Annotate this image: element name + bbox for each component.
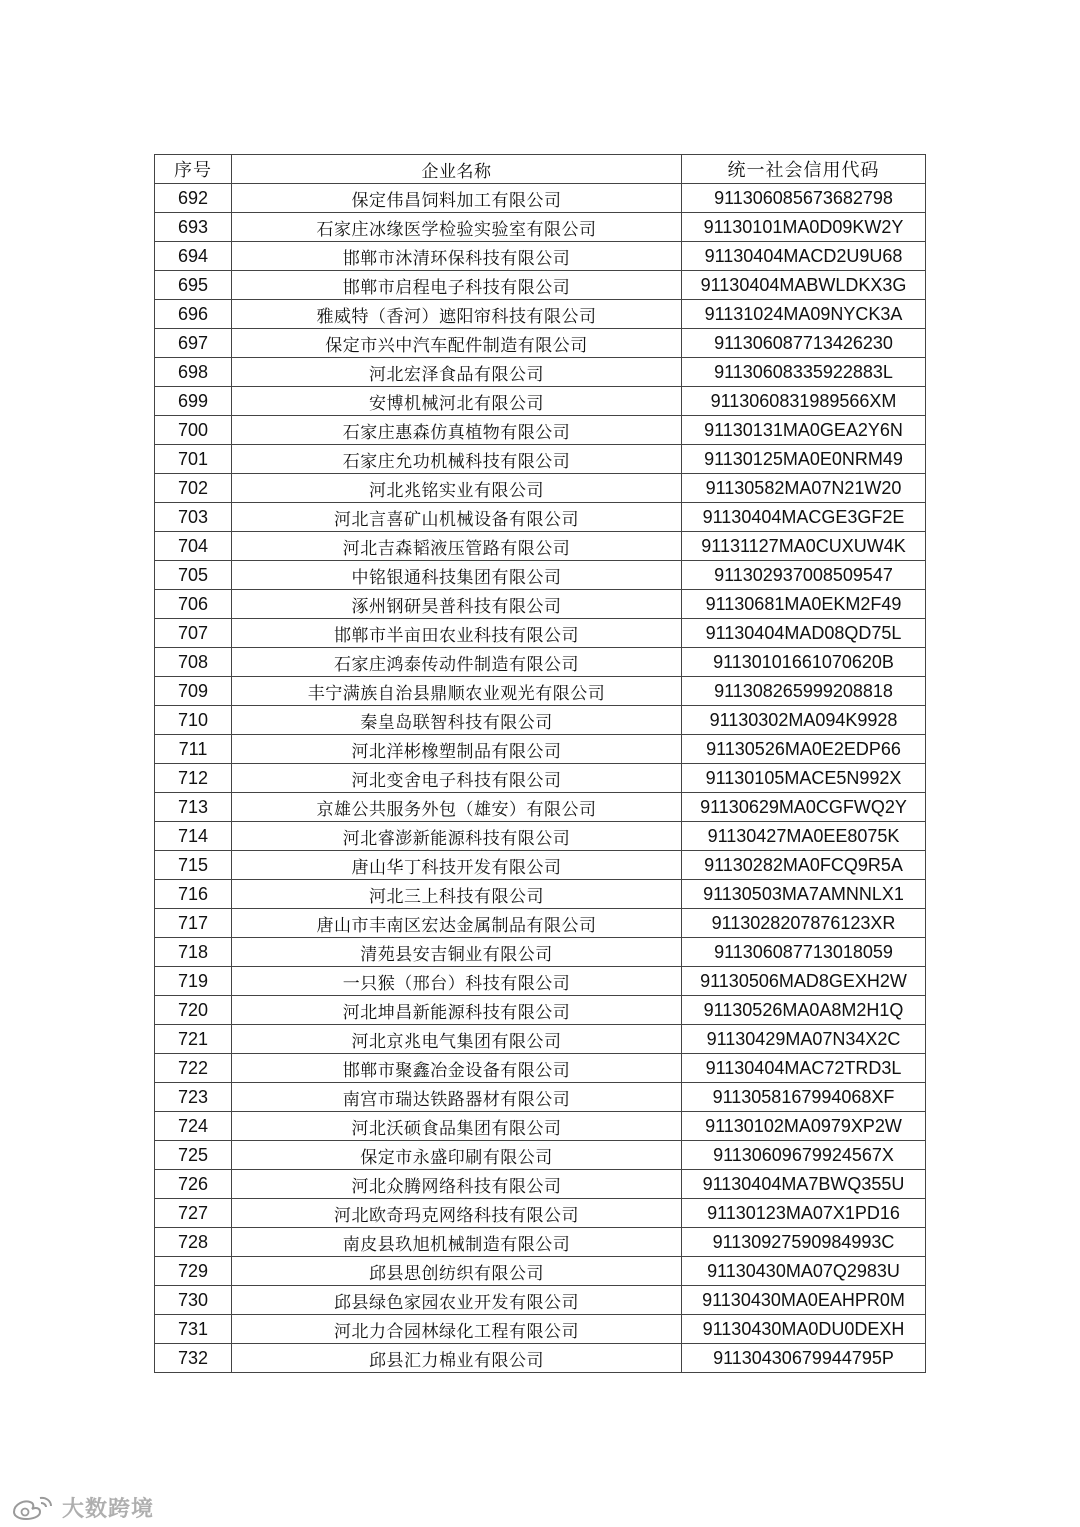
row-seq: 705 xyxy=(155,561,232,590)
row-company-name: 邯郸市半亩田农业科技有限公司 xyxy=(232,619,682,648)
row-company-name: 唐山市丰南区宏达金属制品有限公司 xyxy=(232,909,682,938)
row-credit-code: 91130506MAD8GEXH2W xyxy=(682,967,926,996)
row-seq: 694 xyxy=(155,242,232,271)
table-row xyxy=(155,1344,926,1373)
row-credit-code: 91130526MA0E2EDP66 xyxy=(682,735,926,764)
table-row xyxy=(155,503,926,532)
row-credit-code: 9113058167994068XF xyxy=(682,1083,926,1112)
row-company-name: 河北吉森韬液压管路有限公司 xyxy=(232,532,682,561)
row-company-name: 河北坤昌新能源科技有限公司 xyxy=(232,996,682,1025)
row-seq: 720 xyxy=(155,996,232,1025)
row-company-name: 京雄公共服务外包（雄安）有限公司 xyxy=(232,793,682,822)
row-company-name: 中铭银通科技集团有限公司 xyxy=(232,561,682,590)
table-row xyxy=(155,532,926,561)
row-seq: 710 xyxy=(155,706,232,735)
table-row xyxy=(155,300,926,329)
row-credit-code: 91130404MACD2U9U68 xyxy=(682,242,926,271)
header-company-name: 企业名称 xyxy=(232,155,682,184)
row-seq: 716 xyxy=(155,880,232,909)
table-row xyxy=(155,764,926,793)
row-seq: 714 xyxy=(155,822,232,851)
row-credit-code: 91130427MA0EE8075K xyxy=(682,822,926,851)
row-seq: 707 xyxy=(155,619,232,648)
row-company-name: 涿州钢研昊普科技有限公司 xyxy=(232,590,682,619)
row-company-name: 河北京兆电气集团有限公司 xyxy=(232,1025,682,1054)
row-seq: 709 xyxy=(155,677,232,706)
table-row xyxy=(155,184,926,213)
row-seq: 699 xyxy=(155,387,232,416)
table-row xyxy=(155,706,926,735)
company-list-table xyxy=(154,154,926,1373)
table-row xyxy=(155,1286,926,1315)
row-credit-code: 91130430MA07Q2983U xyxy=(682,1257,926,1286)
row-credit-code: 91130123MA07X1PD16 xyxy=(682,1199,926,1228)
row-company-name: 唐山华丁科技开发有限公司 xyxy=(232,851,682,880)
row-seq: 721 xyxy=(155,1025,232,1054)
row-seq: 726 xyxy=(155,1170,232,1199)
row-credit-code: 91130681MA0EKM2F49 xyxy=(682,590,926,619)
row-seq: 725 xyxy=(155,1141,232,1170)
row-seq: 695 xyxy=(155,271,232,300)
row-company-name: 清苑县安吉铜业有限公司 xyxy=(232,938,682,967)
table-row xyxy=(155,1199,926,1228)
row-credit-code: 91130429MA07N34X2C xyxy=(682,1025,926,1054)
row-company-name: 河北众腾网络科技有限公司 xyxy=(232,1170,682,1199)
row-company-name: 石家庄惠森仿真植物有限公司 xyxy=(232,416,682,445)
row-credit-code: 91130582MA07N21W20 xyxy=(682,474,926,503)
row-seq: 702 xyxy=(155,474,232,503)
row-credit-code: 911306087713018059 xyxy=(682,938,926,967)
row-company-name: 丰宁满族自治县鼎顺农业观光有限公司 xyxy=(232,677,682,706)
table-row xyxy=(155,271,926,300)
row-credit-code: 91130430MA0DU0DEXH xyxy=(682,1315,926,1344)
table-header-row xyxy=(155,155,926,184)
table-row xyxy=(155,996,926,1025)
table-row xyxy=(155,1054,926,1083)
table-row xyxy=(155,822,926,851)
row-company-name: 河北言喜矿山机械设备有限公司 xyxy=(232,503,682,532)
row-seq: 718 xyxy=(155,938,232,967)
row-seq: 692 xyxy=(155,184,232,213)
row-credit-code: 91130101661070620B xyxy=(682,648,926,677)
row-seq: 713 xyxy=(155,793,232,822)
table-row xyxy=(155,1315,926,1344)
table-row xyxy=(155,938,926,967)
table-row xyxy=(155,1025,926,1054)
row-seq: 731 xyxy=(155,1315,232,1344)
table-row xyxy=(155,387,926,416)
row-company-name: 邯郸市聚鑫冶金设备有限公司 xyxy=(232,1054,682,1083)
table-row xyxy=(155,445,926,474)
row-company-name: 安博机械河北有限公司 xyxy=(232,387,682,416)
row-seq: 708 xyxy=(155,648,232,677)
row-seq: 706 xyxy=(155,590,232,619)
table-row xyxy=(155,909,926,938)
table-row xyxy=(155,474,926,503)
row-company-name: 邱县绿色家园农业开发有限公司 xyxy=(232,1286,682,1315)
table-row xyxy=(155,677,926,706)
row-company-name: 河北洋彬橡塑制品有限公司 xyxy=(232,735,682,764)
row-credit-code: 91130404MAC72TRD3L xyxy=(682,1054,926,1083)
row-credit-code: 91130102MA0979XP2W xyxy=(682,1112,926,1141)
table-row xyxy=(155,1257,926,1286)
row-company-name: 河北睿澎新能源科技有限公司 xyxy=(232,822,682,851)
table-row xyxy=(155,967,926,996)
row-company-name: 邯郸市启程电子科技有限公司 xyxy=(232,271,682,300)
row-company-name: 河北宏泽食品有限公司 xyxy=(232,358,682,387)
table-row xyxy=(155,1228,926,1257)
row-seq: 723 xyxy=(155,1083,232,1112)
row-company-name: 保定市兴中汽车配件制造有限公司 xyxy=(232,329,682,358)
row-credit-code: 91131024MA09NYCK3A xyxy=(682,300,926,329)
row-seq: 703 xyxy=(155,503,232,532)
table-row xyxy=(155,329,926,358)
table-row xyxy=(155,1112,926,1141)
row-seq: 711 xyxy=(155,735,232,764)
row-credit-code: 91130430MA0EAHPR0M xyxy=(682,1286,926,1315)
row-company-name: 秦皇岛联智科技有限公司 xyxy=(232,706,682,735)
row-seq: 712 xyxy=(155,764,232,793)
row-seq: 717 xyxy=(155,909,232,938)
row-company-name: 雅威特（香河）遮阳帘科技有限公司 xyxy=(232,300,682,329)
table-row xyxy=(155,648,926,677)
table-row xyxy=(155,561,926,590)
row-seq: 730 xyxy=(155,1286,232,1315)
row-company-name: 保定市永盛印刷有限公司 xyxy=(232,1141,682,1170)
watermark-text: 大数跨境 xyxy=(62,1496,155,1522)
row-company-name: 河北变舍电子科技有限公司 xyxy=(232,764,682,793)
row-credit-code: 91130404MABWLDKX3G xyxy=(682,271,926,300)
row-credit-code: 91130927590984993C xyxy=(682,1228,926,1257)
table-row xyxy=(155,242,926,271)
row-seq: 698 xyxy=(155,358,232,387)
row-company-name: 南皮县玖旭机械制造有限公司 xyxy=(232,1228,682,1257)
row-company-name: 河北沃硕食品集团有限公司 xyxy=(232,1112,682,1141)
table-row xyxy=(155,880,926,909)
row-company-name: 邱县思创纺织有限公司 xyxy=(232,1257,682,1286)
table-row xyxy=(155,416,926,445)
row-company-name: 石家庄鸿泰传动件制造有限公司 xyxy=(232,648,682,677)
row-seq: 719 xyxy=(155,967,232,996)
header-seq: 序号 xyxy=(155,155,232,184)
row-company-name: 河北三上科技有限公司 xyxy=(232,880,682,909)
row-seq: 729 xyxy=(155,1257,232,1286)
watermark xyxy=(10,1492,154,1522)
row-seq: 724 xyxy=(155,1112,232,1141)
table-body xyxy=(155,184,926,1373)
table-row xyxy=(155,1083,926,1112)
row-seq: 728 xyxy=(155,1228,232,1257)
row-company-name: 河北力合园林绿化工程有限公司 xyxy=(232,1315,682,1344)
row-credit-code: 91130404MACGE3GF2E xyxy=(682,503,926,532)
row-seq: 722 xyxy=(155,1054,232,1083)
row-credit-code: 91130302MA094K9928 xyxy=(682,706,926,735)
row-credit-code: 911302937008509547 xyxy=(682,561,926,590)
row-company-name: 石家庄允功机械科技有限公司 xyxy=(232,445,682,474)
weibo-logo-icon xyxy=(10,1494,56,1520)
row-credit-code: 91130430679944795P xyxy=(682,1344,926,1373)
header-credit-code: 统一社会信用代码 xyxy=(682,155,926,184)
row-credit-code: 91130105MACE5N992X xyxy=(682,764,926,793)
row-credit-code: 91130131MA0GEA2Y6N xyxy=(682,416,926,445)
row-seq: 732 xyxy=(155,1344,232,1373)
row-seq: 701 xyxy=(155,445,232,474)
row-company-name: 邱县汇力棉业有限公司 xyxy=(232,1344,682,1373)
table-row xyxy=(155,619,926,648)
row-credit-code: 91130609679924567X xyxy=(682,1141,926,1170)
row-seq: 727 xyxy=(155,1199,232,1228)
row-company-name: 邯郸市沐清环保科技有限公司 xyxy=(232,242,682,271)
table-row xyxy=(155,735,926,764)
row-company-name: 河北兆铭实业有限公司 xyxy=(232,474,682,503)
row-credit-code: 91130282MA0FCQ9R5A xyxy=(682,851,926,880)
table-row xyxy=(155,1141,926,1170)
row-company-name: 河北欧奇玛克网络科技有限公司 xyxy=(232,1199,682,1228)
row-seq: 697 xyxy=(155,329,232,358)
row-credit-code: 91130101MA0D09KW2Y xyxy=(682,213,926,242)
row-company-name: 石家庄冰缘医学检验实验室有限公司 xyxy=(232,213,682,242)
row-seq: 693 xyxy=(155,213,232,242)
table-row xyxy=(155,213,926,242)
row-credit-code: 91130404MAD08QD75L xyxy=(682,619,926,648)
row-company-name: 南宫市瑞达铁路器材有限公司 xyxy=(232,1083,682,1112)
row-credit-code: 91130503MA7AMNNLX1 xyxy=(682,880,926,909)
row-credit-code: 911306087713426230 xyxy=(682,329,926,358)
table-row xyxy=(155,851,926,880)
table-row xyxy=(155,793,926,822)
row-credit-code: 91130125MA0E0NRM49 xyxy=(682,445,926,474)
row-credit-code: 9113060831989566XM xyxy=(682,387,926,416)
row-credit-code: 91131127MA0CUXUW4K xyxy=(682,532,926,561)
row-seq: 696 xyxy=(155,300,232,329)
row-company-name: 一只猴（邢台）科技有限公司 xyxy=(232,967,682,996)
row-company-name: 保定伟昌饲料加工有限公司 xyxy=(232,184,682,213)
row-credit-code: 91130608335922883L xyxy=(682,358,926,387)
row-credit-code: 911308265999208818 xyxy=(682,677,926,706)
row-credit-code: 91130404MA7BWQ355U xyxy=(682,1170,926,1199)
row-credit-code: 91130526MA0A8M2H1Q xyxy=(682,996,926,1025)
table-row xyxy=(155,590,926,619)
row-seq: 715 xyxy=(155,851,232,880)
row-credit-code: 91130608567368279​8 xyxy=(682,184,926,213)
row-credit-code: 9113028207876123XR xyxy=(682,909,926,938)
row-seq: 704 xyxy=(155,532,232,561)
table-row xyxy=(155,358,926,387)
table-row xyxy=(155,1170,926,1199)
row-credit-code: 91130629MA0CGFWQ2Y xyxy=(682,793,926,822)
row-seq: 700 xyxy=(155,416,232,445)
